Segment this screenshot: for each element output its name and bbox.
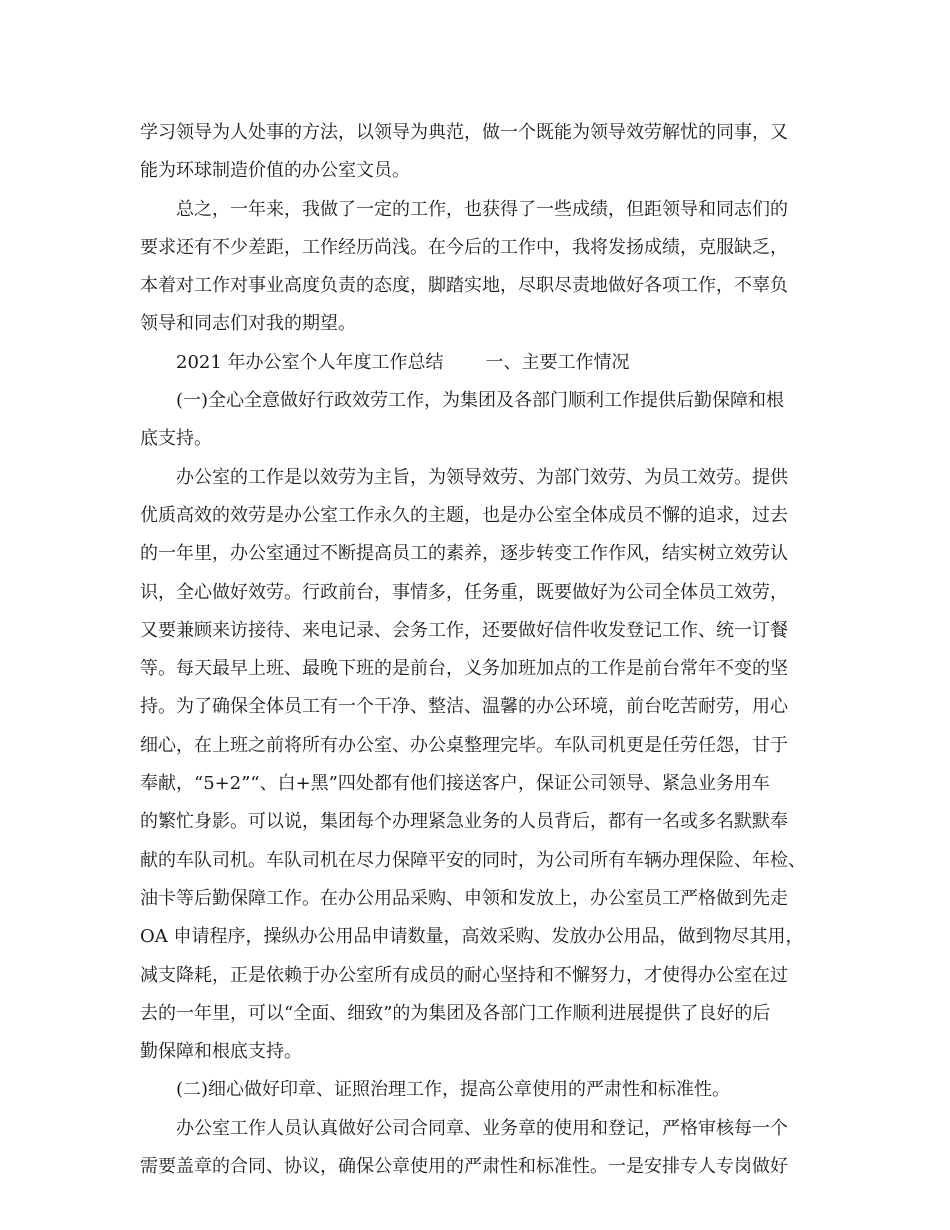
text-line: 领导和同志们对我的期望。 bbox=[140, 313, 356, 335]
subsection-heading: (一)全心全意做好行政效劳工作，为集团及各部门顺利工作提供后勤保障和根 bbox=[176, 390, 785, 412]
text-line: 献的车队司机。车队司机在尽力保障平安的同时，为公司所有车辆办理保险、年检、 bbox=[140, 849, 806, 871]
text-line: 奉献，“5+2”“、白+黑”四处都有他们接送客户，保证公司领导、紧急业务用车 bbox=[140, 773, 770, 795]
text-line: 细心，在上班之前将所有办公室、办公桌整理完毕。车队司机更是任劳任怨，甘于 bbox=[140, 734, 788, 756]
document-body bbox=[140, 114, 820, 1186]
text-line: 油卡等后勤保障工作。在办公用品采购、申领和发放上，办公室员工严格做到先走 bbox=[140, 887, 788, 909]
text-line: 持。为了确保全体员工有一个干净、整洁、温馨的办公环境，前台吃苦耐劳，用心 bbox=[140, 696, 788, 718]
document-title: 2021 年办公室个人年度工作总结 bbox=[176, 351, 444, 373]
text-line: 识，全心做好效劳。行政前台，事情多，任务重，既要做好为公司全体员工效劳， bbox=[140, 581, 788, 603]
text-line: 的一年里，办公室通过不断提高员工的素养，逐步转变工作作风，结实树立效劳认 bbox=[140, 543, 788, 565]
text-line: 需要盖章的合同、协议，确保公章使用的严肃性和标准性。一是安排专人专岗做好 bbox=[140, 1156, 788, 1178]
text-line: 能为环球制造价值的办公室文员。 bbox=[140, 160, 410, 182]
paragraph-start: 办公室的工作是以效劳为主旨，为领导效劳、为部门效劳、为员工效劳。提供 bbox=[176, 466, 788, 488]
text-line: 的繁忙身影。可以说，集团每个办理紧急业务的人员背后，都有一名或多名默默奉 bbox=[140, 811, 788, 833]
section-heading-line bbox=[140, 344, 820, 382]
text-line: OA 申请程序，操纵办公用品申请数量，高效采购、发放办公用品，做到物尽其用， bbox=[140, 926, 804, 948]
subsection-heading: (二)细心做好印章、证照治理工作，提高公章使用的严肃性和标准性。 bbox=[176, 1079, 731, 1101]
text-line: 优质高效的效劳是办公室工作永久的主题，也是办公室全体成员不懈的追求，过去 bbox=[140, 504, 788, 526]
text-line: 本着对工作对事业高度负责的态度，脚踏实地，尽职尽责地做好各项工作，不辜负 bbox=[140, 275, 788, 297]
text-line: 底支持。 bbox=[140, 428, 212, 450]
text-line: 又要兼顾来访接待、来电记录、会务工作，还要做好信件收发登记工作、统一订餐 bbox=[140, 619, 788, 641]
text-line: 等。每天最早上班、最晚下班的是前台，义务加班加点的工作是前台常年不变的坚 bbox=[140, 658, 788, 680]
paragraph-start: 办公室工作人员认真做好公司合同章、业务章的使用和登记，严格审核每一个 bbox=[176, 1117, 788, 1139]
paragraph-start: 总之，一年来，我做了一定的工作，也获得了一些成绩，但距领导和同志们的 bbox=[176, 198, 788, 220]
text-line: 勤保障和根底支持。 bbox=[140, 1041, 302, 1063]
section-heading: 一、主要工作情况 bbox=[485, 351, 630, 373]
text-line: 要求还有不少差距，工作经历尚浅。在今后的工作中，我将发扬成绩，克服缺乏， bbox=[140, 236, 788, 258]
text-line: 减支降耗，正是依赖于办公室所有成员的耐心坚持和不懈努力，才使得办公室在过 bbox=[140, 964, 788, 986]
text-line: 去的一年里，可以“全面、细致”的为集团及各部门工作顺利进展提供了良好的后 bbox=[140, 1002, 771, 1024]
text-line: 学习领导为人处事的方法，以领导为典范，做一个既能为领导效劳解忧的同事，又 bbox=[140, 122, 788, 143]
